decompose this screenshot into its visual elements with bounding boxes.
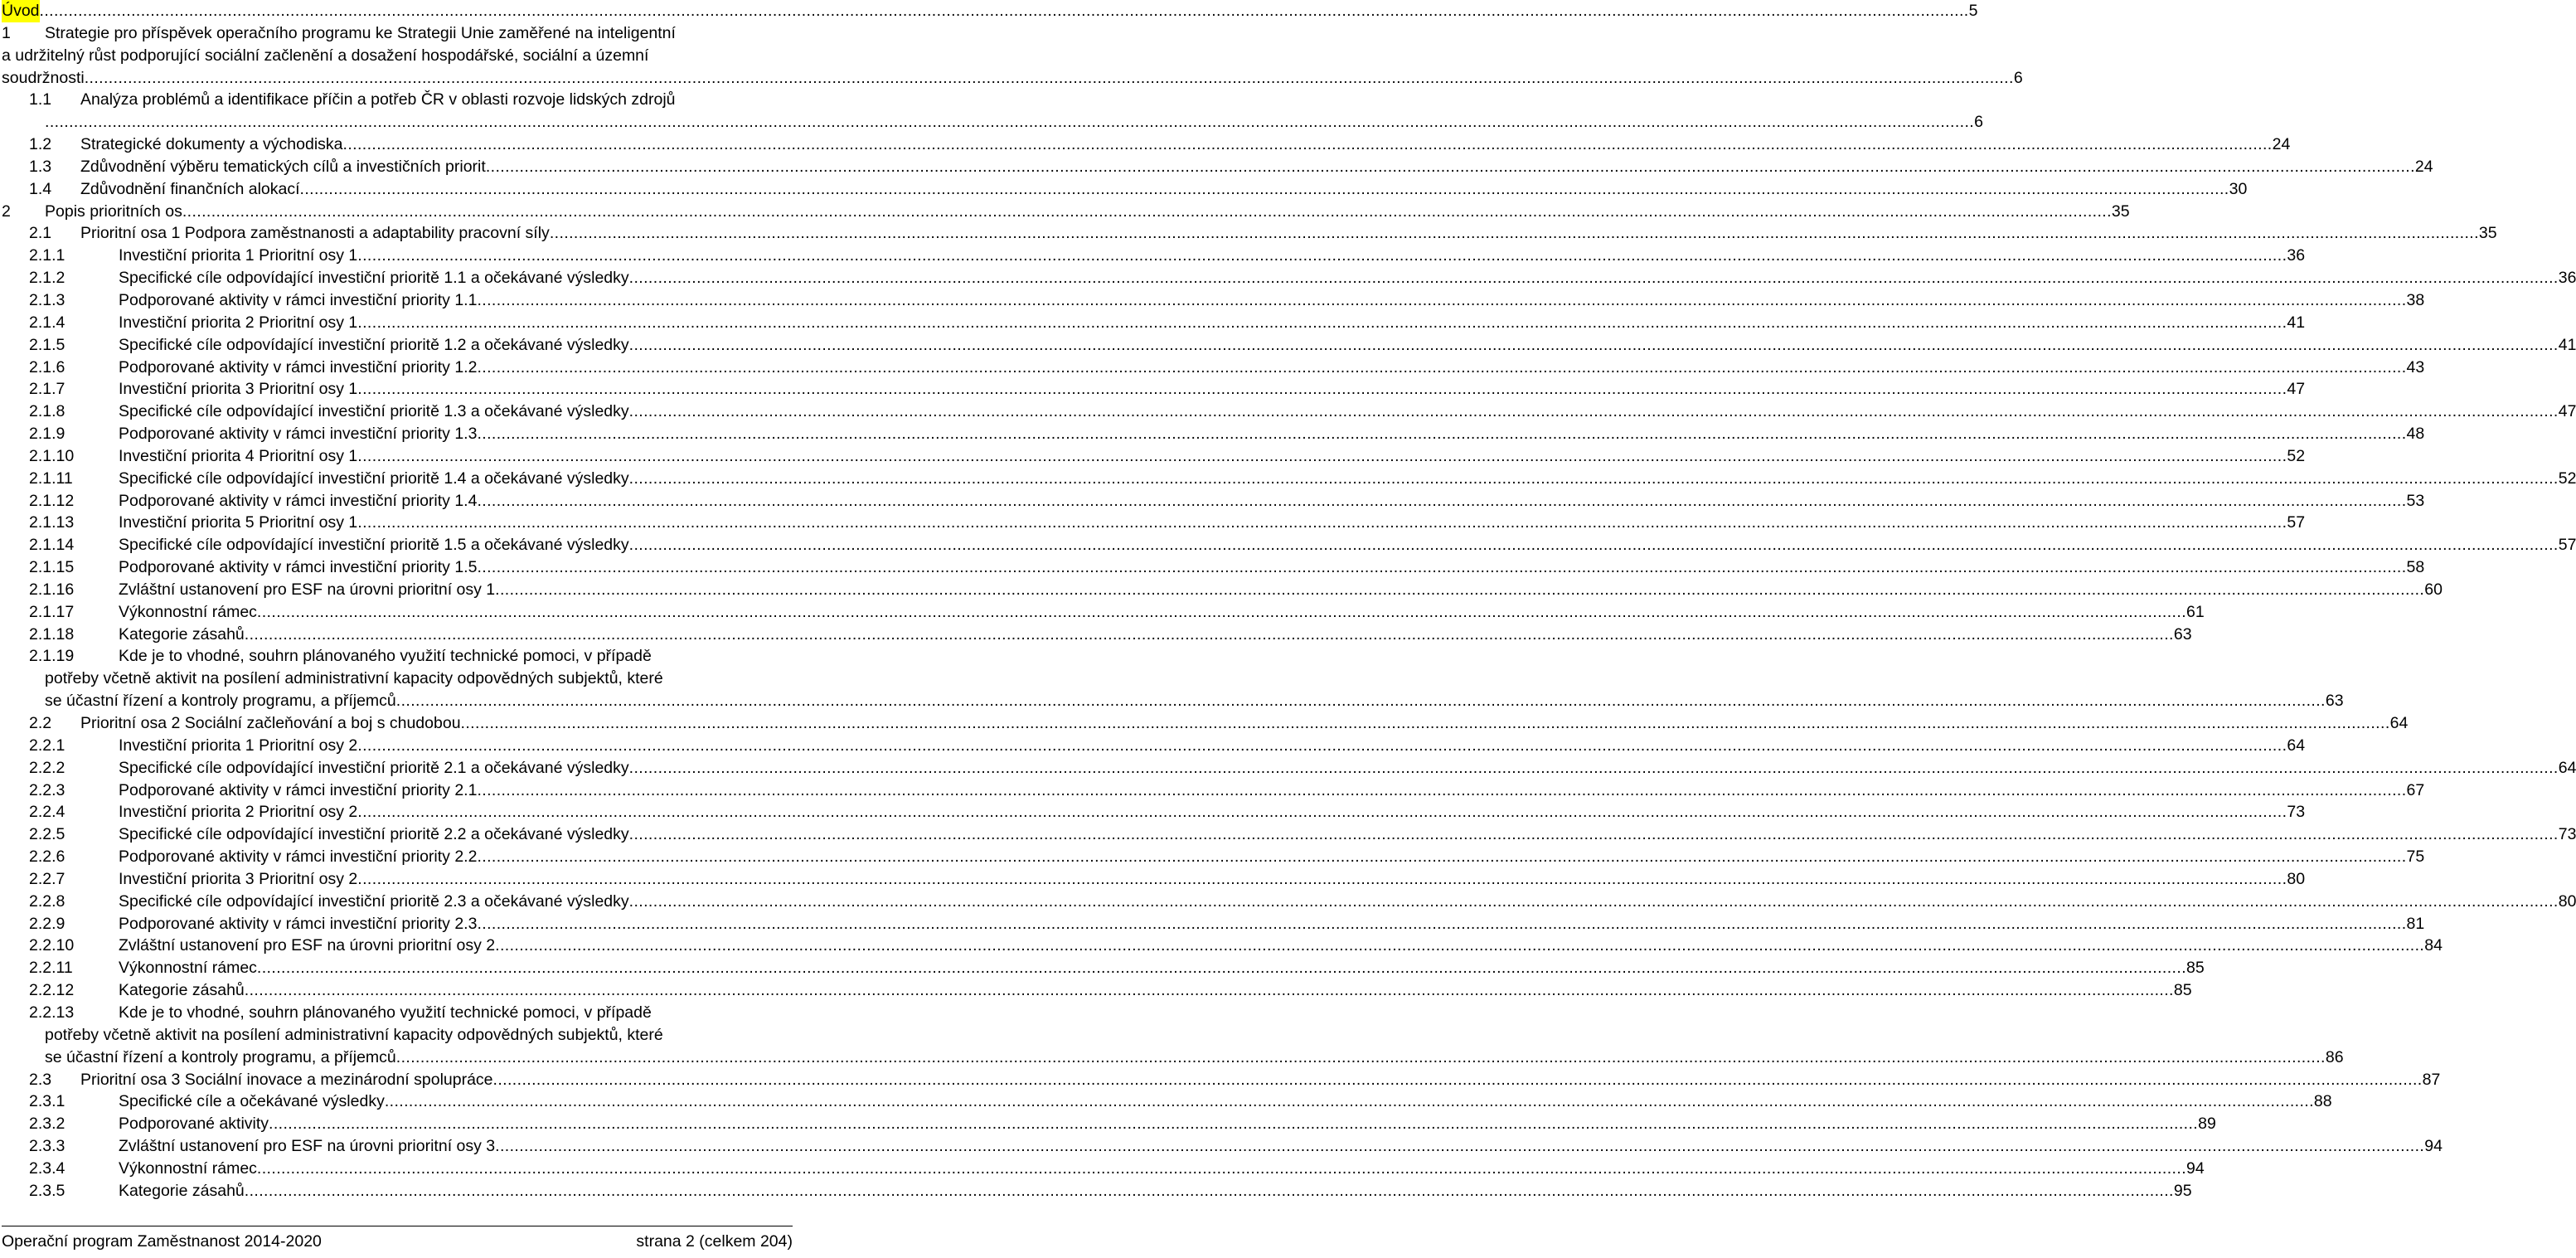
- toc-entry-page: 86: [2325, 1047, 2344, 1066]
- toc-dot-leader: ................................................................................................................................................................................................................................................................................................................................................................................................................: [628, 335, 2559, 354]
- toc-entry-number: 2.2.9: [29, 914, 65, 933]
- toc-entry-title-line: a udržitelný růst podporující sociální začlenění a dosažení hospodářské, sociální a územní: [2, 46, 649, 65]
- footer-document-title: Operační program Zaměstnanost 2014-2020: [2, 1232, 322, 1251]
- toc-entry-title: Strategické dokumenty a východiska: [80, 135, 343, 154]
- toc-entry-page: 67: [2406, 780, 2425, 799]
- toc-entry-page: 85: [2173, 981, 2192, 1000]
- toc-entry-title: Zvláštní ustanovení pro ESF na úrovni prioritní osy 3: [119, 1137, 496, 1156]
- toc-entry-number: 2.2.5: [29, 825, 65, 844]
- toc-dot-leader: ................................................................................................................................................................................................................................................................................................................................................................................................................: [495, 1137, 2425, 1156]
- toc-entry-page: 35: [2478, 224, 2497, 243]
- toc-dot-leader: ................................................................................................................................................................................................................................................................................................................................................................................................................: [495, 580, 2425, 599]
- toc-entry-number: 2.2.3: [29, 780, 65, 799]
- toc-entry[interactable]: [2, 1069, 2441, 1091]
- toc-entry-title: Výkonnostní rámec: [119, 959, 257, 978]
- toc-dot-leader: ................................................................................................................................................................................................................................................................................................................................................................................................................: [357, 803, 2287, 822]
- toc-entry[interactable]: [2, 156, 2433, 178]
- toc-dot-leader: ................................................................................................................................................................................................................................................................................................................................................................................................................: [477, 558, 2407, 577]
- toc-dot-leader: ................................................................................................................................................................................................................................................................................................................................................................................................................: [628, 469, 2559, 488]
- toc-entry-title-line: Kde je to vhodné, souhrn plánovaného využití technické pomoci, v případě: [119, 647, 652, 666]
- toc-entry-title: Investiční priorita 4 Prioritní osy 1: [119, 446, 358, 465]
- toc-entry-number: 1: [2, 23, 11, 42]
- toc-entry-number: 2.1.9: [29, 425, 65, 444]
- toc-dot-leader: ................................................................................................................................................................................................................................................................................................................................................................................................................: [628, 825, 2559, 844]
- toc-entry-number: 2.1.6: [29, 357, 65, 376]
- toc-entry-page: 24: [2272, 135, 2291, 154]
- toc-entry-title: Specifické cíle odpovídající investiční prioritě 2.3 a očekávané výsledky: [119, 891, 629, 911]
- toc-entry-page: 63: [2325, 692, 2344, 711]
- toc-entry-title: Úvod: [2, 0, 40, 22]
- toc-entry[interactable]: [2, 957, 2205, 979]
- toc-entry[interactable]: [2, 401, 2576, 423]
- toc-entry[interactable]: [2, 423, 2425, 445]
- toc-entry-number: 2.2.11: [29, 959, 73, 978]
- toc-entry-number: 2.3.4: [29, 1158, 65, 1178]
- toc-entry-number: 2.1.19: [29, 647, 75, 666]
- toc-entry-title: Investiční priorita 3 Prioritní osy 1: [119, 380, 358, 399]
- toc-entry[interactable]: [2, 645, 2344, 712]
- toc-entry-page: 57: [2287, 513, 2306, 532]
- toc-dot-leader: ................................................................................................................................................................................................................................................................................................................................................................................................................: [477, 357, 2407, 376]
- toc-entry[interactable]: [2, 201, 2130, 223]
- toc-entry-page: 6: [2013, 68, 2023, 87]
- toc-entry-page: 81: [2406, 914, 2425, 933]
- toc-entry-title: Podporované aktivity v rámci investiční priority 1.1: [119, 290, 478, 309]
- toc-entry-title: Výkonnostní rámec: [119, 1158, 257, 1178]
- toc-entry[interactable]: [2, 1090, 2332, 1113]
- toc-entry-title: Investiční priorita 2 Prioritní osy 1: [119, 313, 358, 332]
- toc-entry-title: Investiční priorita 5 Prioritní osy 1: [119, 513, 358, 532]
- toc-entry-title: Podporované aktivity v rámci investiční priority 2.3: [119, 914, 478, 933]
- toc-entry-page: 87: [2422, 1070, 2441, 1089]
- toc-entry[interactable]: [2, 601, 2205, 624]
- toc-entry-title-line: Kde je to vhodné, souhrn plánovaného využití technické pomoci, v případě: [119, 1003, 652, 1022]
- toc-entry[interactable]: [2, 134, 2291, 156]
- toc-entry-number: 2.1: [29, 224, 52, 243]
- toc-entry-number: 2.2.1: [29, 736, 65, 755]
- toc-dot-leader: ................................................................................................................................................................................................................................................................................................................................................................................................................: [342, 135, 2273, 154]
- toc-dot-leader: ................................................................................................................................................................................................................................................................................................................................................................................................................: [256, 959, 2187, 978]
- toc-entry-page: 85: [2186, 959, 2205, 978]
- toc-dot-leader: ................................................................................................................................................................................................................................................................................................................................................................................................................: [628, 269, 2559, 288]
- toc-entry[interactable]: [2, 624, 2192, 646]
- toc-dot-leader: ................................................................................................................................................................................................................................................................................................................................................................................................................: [628, 758, 2559, 777]
- toc-entry-page: 73: [2287, 803, 2306, 822]
- toc-entry-number: 2.1.2: [29, 269, 65, 288]
- toc-dot-leader: ................................................................................................................................................................................................................................................................................................................................................................................................................: [357, 380, 2287, 399]
- toc-entry-title: Kategorie zásahů: [119, 624, 245, 644]
- toc-entry-number: 2.1.18: [29, 624, 75, 644]
- toc-dot-leader: ................................................................................................................................................................................................................................................................................................................................................................................................................: [477, 780, 2407, 799]
- toc-entry-page: 95: [2173, 1181, 2192, 1200]
- toc-entry-number: 2.1.8: [29, 402, 65, 421]
- toc-entry-page: 38: [2406, 290, 2425, 309]
- toc-entry[interactable]: [2, 1135, 2443, 1158]
- toc-entry-page: 30: [2229, 179, 2248, 198]
- toc-dot-leader: ................................................................................................................................................................................................................................................................................................................................................................................................................: [477, 491, 2407, 510]
- toc-entry[interactable]: [2, 1002, 2344, 1069]
- toc-entry-number: 2.2.10: [29, 936, 75, 955]
- toc-entry-title-line: Analýza problémů a identifikace příčin a potřeb ČR v oblasti rozvoje lidských zdrojů: [80, 90, 676, 109]
- toc-entry[interactable]: [2, 534, 2576, 556]
- toc-entry-page: 6: [1974, 113, 1983, 132]
- toc-entry[interactable]: [2, 267, 2576, 289]
- toc-dot-leader: ................................................................................................................................................................................................................................................................................................................................................................................................................: [357, 736, 2287, 755]
- toc-entry[interactable]: [2, 178, 2248, 201]
- toc-entry-number: 2.2.7: [29, 869, 65, 888]
- toc-dot-leader: ................................................................................................................................................................................................................................................................................................................................................................................................................: [244, 624, 2174, 644]
- toc-entry-number: 2.1.13: [29, 513, 75, 532]
- toc-entry[interactable]: [2, 222, 2497, 245]
- toc-entry[interactable]: [2, 891, 2576, 913]
- toc-dot-leader: ................................................................................................................................................................................................................................................................................................................................................................................................................: [628, 891, 2559, 911]
- toc-entry-page: 64: [2389, 714, 2409, 732]
- toc-entry-number: 2.1.16: [29, 580, 75, 599]
- toc-entry-number: 1.2: [29, 135, 52, 154]
- toc-entry-number: 2.3.3: [29, 1137, 65, 1156]
- toc-dot-leader: ................................................................................................................................................................................................................................................................................................................................................................................................................: [39, 2, 1969, 20]
- toc-entry-number: 2.2.6: [29, 848, 65, 867]
- toc-entry[interactable]: [2, 245, 2306, 267]
- toc-entry-page: 63: [2173, 624, 2192, 644]
- toc-entry[interactable]: [2, 334, 2576, 357]
- toc-entry-title: Specifické cíle odpovídající investiční prioritě 1.1 a očekávané výsledky: [119, 269, 629, 288]
- toc-entry-page: 88: [2313, 1092, 2332, 1111]
- toc-dot-leader: ................................................................................................................................................................................................................................................................................................................................................................................................................: [477, 290, 2407, 309]
- toc-entry-page: 48: [2406, 425, 2425, 444]
- toc-dot-leader: ................................................................................................................................................................................................................................................................................................................................................................................................................: [485, 157, 2415, 176]
- toc-dot-leader: ................................................................................................................................................................................................................................................................................................................................................................................................................: [477, 425, 2407, 444]
- toc-dot-leader: ................................................................................................................................................................................................................................................................................................................................................................................................................: [357, 513, 2287, 532]
- toc-entry[interactable]: [2, 801, 2306, 823]
- toc-dot-leader: ................................................................................................................................................................................................................................................................................................................................................................................................................: [477, 848, 2407, 867]
- toc-entry-page: 52: [2558, 469, 2576, 488]
- toc-entry[interactable]: [2, 579, 2443, 601]
- toc-entry-number: 2.2.12: [29, 981, 75, 1000]
- toc-entry-number: 2.3: [29, 1070, 52, 1089]
- toc-entry[interactable]: [2, 868, 2306, 891]
- toc-entry-page: 94: [2424, 1137, 2443, 1156]
- toc-entry[interactable]: [2, 1180, 2192, 1202]
- toc-entry-title: Zdůvodnění výběru tematických cílů a investičních priorit: [80, 157, 486, 176]
- toc-entry-number: 2.3.5: [29, 1181, 65, 1200]
- toc-entry-page: 89: [2198, 1115, 2216, 1134]
- toc-entry[interactable]: [2, 89, 1983, 134]
- toc-entry[interactable]: [2, 1113, 2216, 1135]
- toc-entry-title-line: potřeby včetně aktivit na posílení administrativní kapacity odpovědných subjektů, které: [45, 669, 663, 688]
- toc-entry[interactable]: [2, 312, 2306, 334]
- toc-entry[interactable]: [2, 378, 2306, 401]
- toc-entry-title: Zvláštní ustanovení pro ESF na úrovni prioritní osy 1: [119, 580, 496, 599]
- toc-entry-title: Zdůvodnění finančních alokací: [80, 179, 300, 198]
- toc-entry[interactable]: [2, 289, 2425, 312]
- toc-entry-page: 36: [2558, 269, 2576, 288]
- toc-entry[interactable]: [2, 780, 2425, 802]
- toc-dot-leader: ................................................................................................................................................................................................................................................................................................................................................................................................................: [357, 446, 2287, 465]
- toc-entry-number: 2.1.10: [29, 446, 75, 465]
- toc-entry-title: Podporované aktivity v rámci investiční priority 1.5: [119, 558, 478, 577]
- toc-dot-leader: ................................................................................................................................................................................................................................................................................................................................................................................................................: [495, 936, 2425, 955]
- toc-entry-page: 61: [2186, 602, 2205, 621]
- toc-entry[interactable]: [2, 357, 2425, 379]
- toc-entry-title-line: soudržnosti: [2, 68, 85, 87]
- toc-dot-leader: ................................................................................................................................................................................................................................................................................................................................................................................................................: [357, 313, 2287, 332]
- toc-entry-number: 2.2.2: [29, 758, 65, 777]
- toc-entry[interactable]: [2, 979, 2192, 1002]
- toc-entry-number: 2.2.4: [29, 803, 65, 822]
- toc-entry-title: Prioritní osa 2 Sociální začleňování a boj s chudobou: [80, 714, 461, 732]
- toc-dot-leader: ................................................................................................................................................................................................................................................................................................................................................................................................................: [45, 113, 1975, 132]
- toc-entry-title: Specifické cíle odpovídající investiční prioritě 2.2 a očekávané výsledky: [119, 825, 629, 844]
- toc-entry-title: Specifické cíle odpovídající investiční prioritě 1.3 a očekávané výsledky: [119, 402, 629, 421]
- toc-entry-title: Kategorie zásahů: [119, 981, 245, 1000]
- toc-entry-title: Popis prioritních os: [45, 202, 182, 221]
- toc-entry-title: Investiční priorita 1 Prioritní osy 1: [119, 246, 358, 265]
- toc-entry-page: 41: [2287, 313, 2306, 332]
- toc-entry-page: 58: [2406, 558, 2425, 577]
- toc-entry-title: Výkonnostní rámec: [119, 602, 257, 621]
- toc-dot-leader: ................................................................................................................................................................................................................................................................................................................................................................................................................: [256, 602, 2187, 621]
- toc-entry[interactable]: [2, 490, 2425, 512]
- page-footer: [2, 1226, 793, 1256]
- toc-dot-leader: ................................................................................................................................................................................................................................................................................................................................................................................................................: [549, 224, 2479, 243]
- toc-entry-number: 2.1.14: [29, 536, 75, 555]
- toc-entry-title: Zvláštní ustanovení pro ESF na úrovni prioritní osy 2: [119, 936, 496, 955]
- toc-entry-number: 2.3.1: [29, 1092, 65, 1111]
- toc-entry-title-line: potřeby včetně aktivit na posílení administrativní kapacity odpovědných subjektů, které: [45, 1025, 663, 1044]
- toc-entry-number: 1.4: [29, 179, 52, 198]
- toc-entry-page: 94: [2186, 1158, 2205, 1178]
- toc-dot-leader: ................................................................................................................................................................................................................................................................................................................................................................................................................: [395, 692, 2326, 711]
- toc-dot-leader: ................................................................................................................................................................................................................................................................................................................................................................................................................: [84, 68, 2014, 87]
- toc-entry-title: Kategorie zásahů: [119, 1181, 245, 1200]
- toc-entry-page: 24: [2414, 157, 2433, 176]
- toc-entry-page: 57: [2558, 536, 2576, 555]
- toc-entry[interactable]: [2, 935, 2443, 957]
- toc-entry[interactable]: [2, 1158, 2205, 1180]
- toc-entry-page: 60: [2424, 580, 2443, 599]
- toc-entry-number: 2.2.8: [29, 891, 65, 911]
- toc-entry-title: Investiční priorita 3 Prioritní osy 2: [119, 869, 358, 888]
- footer-page-number: strana 2 (celkem 204): [636, 1232, 793, 1251]
- toc-entry-number: 1.1: [29, 90, 52, 109]
- toc-dot-leader: ................................................................................................................................................................................................................................................................................................................................................................................................................: [460, 714, 2390, 732]
- toc-entry-page: 35: [2111, 202, 2130, 221]
- toc-entry-title: Podporované aktivity: [119, 1115, 269, 1134]
- toc-entry-title: Prioritní osa 1 Podpora zaměstnanosti a adaptability pracovní síly: [80, 224, 550, 243]
- toc-entry-page: 84: [2424, 936, 2443, 955]
- toc-entry-title: Specifické cíle odpovídající investiční prioritě 1.2 a očekávané výsledky: [119, 335, 629, 354]
- toc-entry-number: 2.1.5: [29, 335, 65, 354]
- toc-dot-leader: ................................................................................................................................................................................................................................................................................................................................................................................................................: [182, 202, 2112, 221]
- toc-entry[interactable]: [2, 913, 2425, 935]
- toc-dot-leader: ................................................................................................................................................................................................................................................................................................................................................................................................................: [357, 246, 2287, 265]
- toc-entry-page: 80: [2287, 869, 2306, 888]
- toc-entry-page: 47: [2558, 402, 2576, 421]
- toc-entry-page: 64: [2287, 736, 2306, 755]
- toc-entry-page: 64: [2558, 758, 2576, 777]
- toc-entry-title: Podporované aktivity v rámci investiční priority 1.2: [119, 357, 478, 376]
- toc-entry-number: 2.1.4: [29, 313, 65, 332]
- toc-dot-leader: ................................................................................................................................................................................................................................................................................................................................................................................................................: [395, 1047, 2326, 1066]
- toc-dot-leader: ................................................................................................................................................................................................................................................................................................................................................................................................................: [244, 981, 2174, 1000]
- toc-entry[interactable]: [2, 757, 2576, 780]
- toc-entry-title-line: se účastní řízení a kontroly programu, a příjemců: [45, 1047, 396, 1066]
- toc-entry-title: Specifické cíle odpovídající investiční prioritě 1.4 a očekávané výsledky: [119, 469, 629, 488]
- toc-entry[interactable]: [2, 823, 2576, 846]
- toc-dot-leader: ................................................................................................................................................................................................................................................................................................................................................................................................................: [269, 1115, 2199, 1134]
- toc-entry-title-line: se účastní řízení a kontroly programu, a příjemců: [45, 692, 396, 711]
- toc-entry-title: Investiční priorita 1 Prioritní osy 2: [119, 736, 358, 755]
- toc-entry-title: Specifické cíle odpovídající investiční prioritě 2.1 a očekávané výsledky: [119, 758, 629, 777]
- toc-entry[interactable]: [2, 0, 1978, 22]
- toc-entry-number: 2.2.13: [29, 1003, 75, 1022]
- toc-entry-page: 47: [2287, 380, 2306, 399]
- toc-entry-page: 41: [2558, 335, 2576, 354]
- toc-entry-title: Podporované aktivity v rámci investiční priority 1.3: [119, 425, 478, 444]
- toc-entry-title: Podporované aktivity v rámci investiční priority 2.1: [119, 780, 478, 799]
- toc-dot-leader: ................................................................................................................................................................................................................................................................................................................................................................................................................: [357, 869, 2287, 888]
- toc-entry-number: 2.1.7: [29, 380, 65, 399]
- toc-dot-leader: ................................................................................................................................................................................................................................................................................................................................................................................................................: [628, 402, 2559, 421]
- toc-entry[interactable]: [2, 556, 2425, 579]
- toc-dot-leader: ................................................................................................................................................................................................................................................................................................................................................................................................................: [492, 1070, 2423, 1089]
- toc-entry-number: 2.1.1: [29, 246, 65, 265]
- toc-dot-leader: ................................................................................................................................................................................................................................................................................................................................................................................................................: [299, 179, 2229, 198]
- toc-dot-leader: ................................................................................................................................................................................................................................................................................................................................................................................................................: [477, 914, 2407, 933]
- toc-entry-page: 43: [2406, 357, 2425, 376]
- toc-entry-page: 53: [2406, 491, 2425, 510]
- toc-entry-title: Podporované aktivity v rámci investiční priority 2.2: [119, 848, 478, 867]
- toc-dot-leader: ................................................................................................................................................................................................................................................................................................................................................................................................................: [256, 1158, 2187, 1178]
- toc-dot-leader: ................................................................................................................................................................................................................................................................................................................................................................................................................: [244, 1181, 2174, 1200]
- toc-entry[interactable]: [2, 512, 2306, 534]
- toc-entry-number: 2.1.11: [29, 469, 73, 488]
- table-of-contents: [2, 0, 2576, 1202]
- toc-entry[interactable]: [2, 468, 2576, 490]
- toc-entry-title: Specifické cíle odpovídající investiční prioritě 1.5 a očekávané výsledky: [119, 536, 629, 555]
- toc-entry-number: 2.1.17: [29, 602, 75, 621]
- toc-entry-page: 52: [2287, 446, 2306, 465]
- toc-entry-title: Podporované aktivity v rámci investiční priority 1.4: [119, 491, 478, 510]
- toc-entry[interactable]: [2, 712, 2409, 735]
- toc-entry-page: 36: [2287, 246, 2306, 265]
- toc-entry[interactable]: [2, 445, 2306, 468]
- toc-entry-number: 1.3: [29, 157, 52, 176]
- toc-entry-page: 75: [2406, 848, 2425, 867]
- toc-entry-number: 2.2: [29, 714, 52, 732]
- toc-entry-page: 73: [2558, 825, 2576, 844]
- toc-entry-title: Specifické cíle a očekávané výsledky: [119, 1092, 385, 1111]
- toc-entry-number: 2.1.12: [29, 491, 75, 510]
- toc-dot-leader: ................................................................................................................................................................................................................................................................................................................................................................................................................: [384, 1092, 2314, 1111]
- toc-entry-number: 2.1.3: [29, 290, 65, 309]
- toc-entry-title: Prioritní osa 3 Sociální inovace a mezinárodní spolupráce: [80, 1070, 493, 1089]
- toc-entry-page: 80: [2558, 891, 2576, 911]
- toc-entry[interactable]: [2, 735, 2306, 757]
- toc-dot-leader: ................................................................................................................................................................................................................................................................................................................................................................................................................: [628, 536, 2559, 555]
- toc-entry-title-line: Strategie pro příspěvek operačního programu ke Strategii Unie zaměřené na inteligentní: [45, 23, 676, 42]
- toc-entry[interactable]: [2, 846, 2425, 868]
- toc-entry-title: Investiční priorita 2 Prioritní osy 2: [119, 803, 358, 822]
- toc-entry-page: 5: [1968, 2, 1978, 20]
- toc-entry-number: 2.1.15: [29, 558, 75, 577]
- toc-entry-number: 2: [2, 202, 11, 221]
- toc-entry[interactable]: [2, 22, 2023, 90]
- toc-entry-number: 2.3.2: [29, 1115, 65, 1134]
